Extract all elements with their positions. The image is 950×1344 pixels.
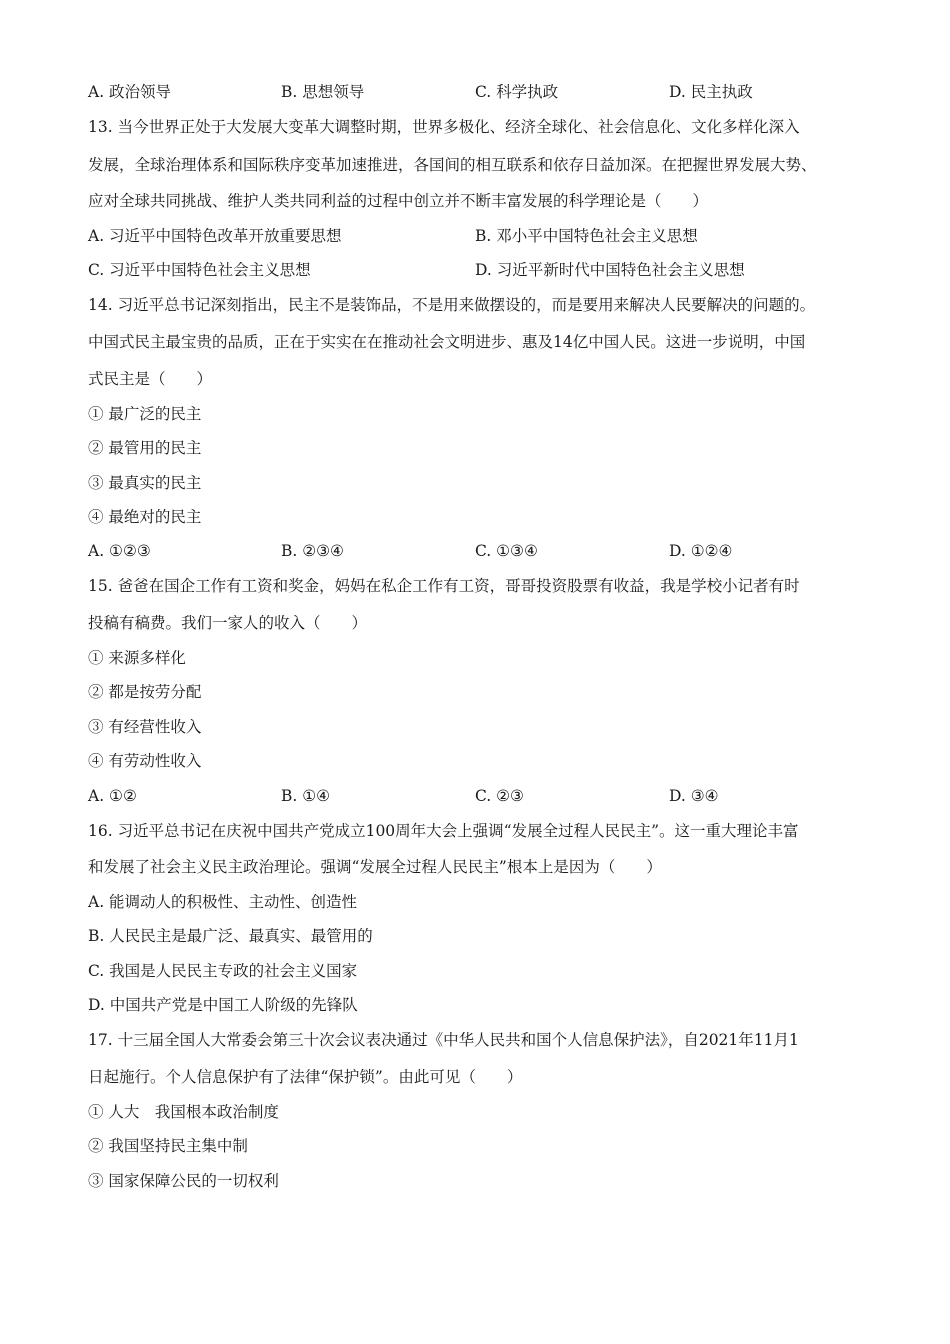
- q12-option-c: C. 科学执政: [475, 83, 559, 101]
- q16-option-c: C. 我国是人民民主专政的社会主义国家: [88, 962, 358, 980]
- q12-option-b: B. 思想领导: [281, 83, 365, 101]
- q15-item-4: ④ 有劳动性收入: [88, 752, 202, 770]
- q17-item-2: ② 我国坚持民主集中制: [88, 1137, 248, 1155]
- q12-option-a: A. 政治领导: [88, 83, 172, 101]
- q14-item-1: ① 最广泛的民主: [88, 405, 202, 423]
- q15-option-d: D. ③④: [669, 787, 719, 805]
- q15-stem-line-1: 15. 爸爸在国企工作有工资和奖金，妈妈在私企工作有工资，哥哥投资股票有收益，我是学校小记者有时: [88, 577, 800, 595]
- q13-option-b: B. 邓小平中国特色社会主义思想: [475, 227, 698, 245]
- q16-stem-line-2: 和发展了社会主义民主政治理论。强调“发展全过程人民民主”根本上是因为（ ）: [88, 858, 662, 876]
- q15-option-c: C. ②③: [475, 787, 524, 805]
- q13-option-a: A. 习近平中国特色改革开放重要思想: [88, 227, 342, 245]
- q13-stem-line-1: 13. 当今世界正处于大发展大变革大调整时期，世界多极化、经济全球化、社会信息化、文化多样化深入: [88, 118, 800, 136]
- q13-option-d: D. 习近平新时代中国特色社会主义思想: [475, 261, 745, 279]
- q17-item-3: ③ 国家保障公民的一切权利: [88, 1172, 279, 1190]
- q14-stem-line-1: 14. 习近平总书记深刻指出，民主不是装饰品，不是用来做摆设的，而是要用来解决人民要解决的问题的。: [88, 296, 816, 314]
- q16-option-a: A. 能调动人的积极性、主动性、创造性: [88, 893, 358, 911]
- q15-item-2: ② 都是按劳分配: [88, 683, 202, 701]
- q14-item-2: ② 最管用的民主: [88, 439, 202, 457]
- q13-stem-line-3: 应对全球共同挑战、维护人类共同利益的过程中创立并不断丰富发展的科学理论是（ ）: [88, 192, 709, 210]
- q14-item-3: ③ 最真实的民主: [88, 474, 202, 492]
- q15-option-b: B. ①④: [281, 787, 331, 805]
- q14-option-b: B. ②③④: [281, 542, 344, 560]
- q17-stem-line-2: 日起施行。个人信息保护有了法律“保护锁”。由此可见（ ）: [88, 1068, 523, 1086]
- q14-option-d: D. ①②④: [669, 542, 733, 560]
- q13-option-c: C. 习近平中国特色社会主义思想: [88, 261, 311, 279]
- q14-option-a: A. ①②③: [88, 542, 151, 560]
- q16-stem-line-1: 16. 习近平总书记在庆祝中国共产党成立100周年大会上强调“发展全过程人民民主”。这一重大理论丰富: [88, 822, 799, 840]
- q17-stem-line-1: 17. 十三届全国人大常委会第三十次会议表决通过《中华人民共和国个人信息保护法》，自2021年11月1: [88, 1031, 799, 1049]
- q15-item-1: ① 来源多样化: [88, 649, 186, 667]
- q14-stem-line-2: 中国式民主最宝贵的品质，正在于实实在在推动社会文明进步、惠及14亿中国人民。这进一步说明，中国: [88, 333, 806, 351]
- q13-stem-line-2: 发展，全球治理体系和国际秩序变革加速推进，各国间的相互联系和依存日益加深。在把握世界发展大势、: [88, 156, 817, 174]
- q15-stem-line-2: 投稿有稿费。我们一家人的收入（ ）: [88, 614, 368, 632]
- q14-stem-line-3: 式民主是（ ）: [88, 370, 213, 388]
- q12-option-d: D. 民主执政: [669, 83, 753, 101]
- q16-option-d: D. 中国共产党是中国工人阶级的先锋队: [88, 996, 358, 1014]
- q14-option-c: C. ①③④: [475, 542, 538, 560]
- q17-item-1: ① 人大 我国根本政治制度: [88, 1103, 279, 1121]
- q16-option-b: B. 人民民主是最广泛、最真实、最管用的: [88, 927, 373, 945]
- q14-item-4: ④ 最绝对的民主: [88, 508, 202, 526]
- q15-item-3: ③ 有经营性收入: [88, 718, 202, 736]
- q15-option-a: A. ①②: [88, 787, 137, 805]
